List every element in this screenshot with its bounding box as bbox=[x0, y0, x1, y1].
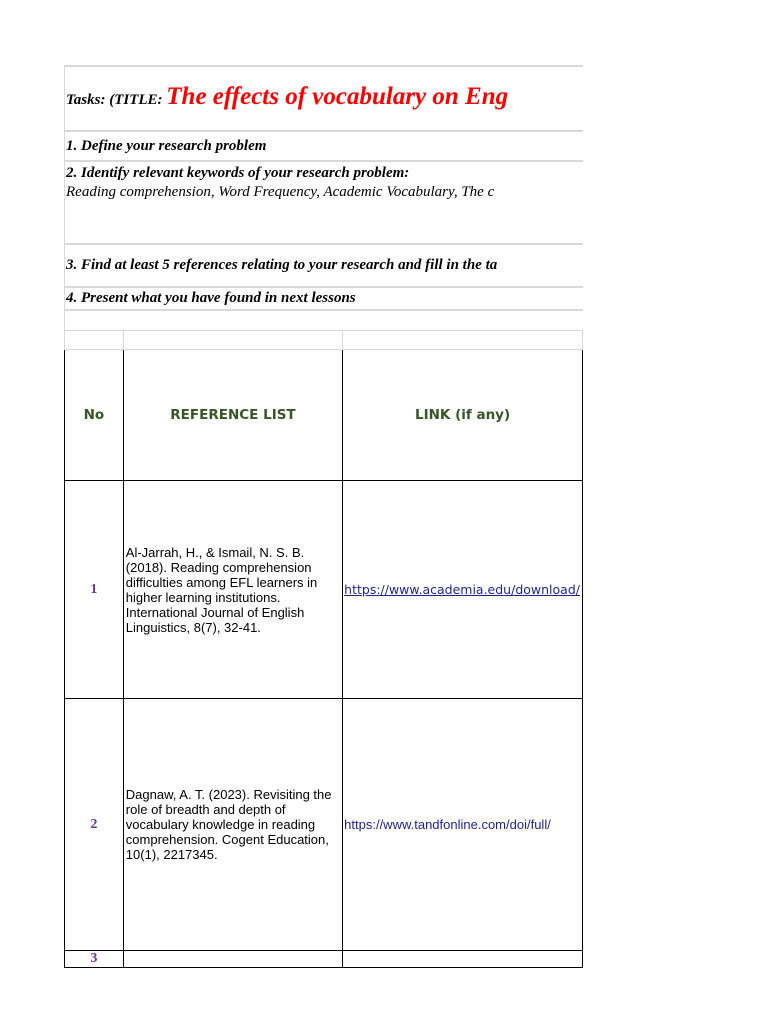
table-row bbox=[65, 699, 583, 951]
reference-cell bbox=[123, 951, 342, 968]
empty-cell[interactable] bbox=[343, 331, 583, 350]
task-2-keywords: 2. Identify relevant keywords of your research problem: bbox=[66, 165, 410, 181]
reference-link[interactable]: https://www.tandfonline.com/doi/full/ bbox=[343, 699, 583, 951]
tasks-label: Tasks: (TITLE: bbox=[66, 92, 167, 108]
gridline bbox=[64, 160, 583, 162]
table-row bbox=[65, 481, 583, 699]
spacer-row bbox=[65, 331, 583, 350]
spreadsheet-sheet bbox=[64, 65, 583, 966]
task-4-present: 4. Present what you have found in next lessons bbox=[66, 290, 356, 306]
reference-cell: Al-Jarrah, H., & Ismail, N. S. B. (2018). Reading comprehension difficulties among EFL learners in higher learning institutions. International Journal of English Linguistics, 8(7), 32-41. bbox=[123, 481, 342, 699]
row-number: 1 bbox=[65, 481, 124, 699]
row-number: 2 bbox=[65, 699, 124, 951]
header-no: No bbox=[65, 350, 124, 481]
title-row bbox=[66, 83, 508, 111]
research-title: The effects of vocabulary on Eng bbox=[166, 83, 509, 110]
reference-table bbox=[64, 330, 583, 968]
header-link: LINK (if any) bbox=[343, 350, 583, 481]
table-row bbox=[65, 951, 583, 968]
gridline bbox=[64, 130, 583, 132]
gridline bbox=[64, 65, 583, 67]
gridline bbox=[64, 243, 583, 245]
reference-link[interactable] bbox=[343, 951, 583, 968]
empty-cell[interactable] bbox=[123, 331, 342, 350]
empty-cell[interactable] bbox=[65, 331, 124, 350]
reference-link[interactable]: https://www.academia.edu/download/ bbox=[343, 481, 583, 699]
task-3-find-references: 3. Find at least 5 references relating to your research and fill in the ta bbox=[66, 257, 498, 273]
keywords-text: Reading comprehension, Word Frequency, Academic Vocabulary, The c bbox=[66, 184, 495, 200]
task-1-define-problem: 1. Define your research problem bbox=[66, 138, 267, 154]
gridline bbox=[64, 286, 583, 288]
table-header-row bbox=[65, 350, 583, 481]
row-number: 3 bbox=[65, 951, 124, 968]
gridline bbox=[64, 309, 583, 311]
header-reference-list: REFERENCE LIST bbox=[123, 350, 342, 481]
reference-cell: Dagnaw, A. T. (2023). Revisiting the role of breadth and depth of vocabulary knowledge in reading comprehension. Cogent Education, 10(1), 2217345. bbox=[123, 699, 342, 951]
